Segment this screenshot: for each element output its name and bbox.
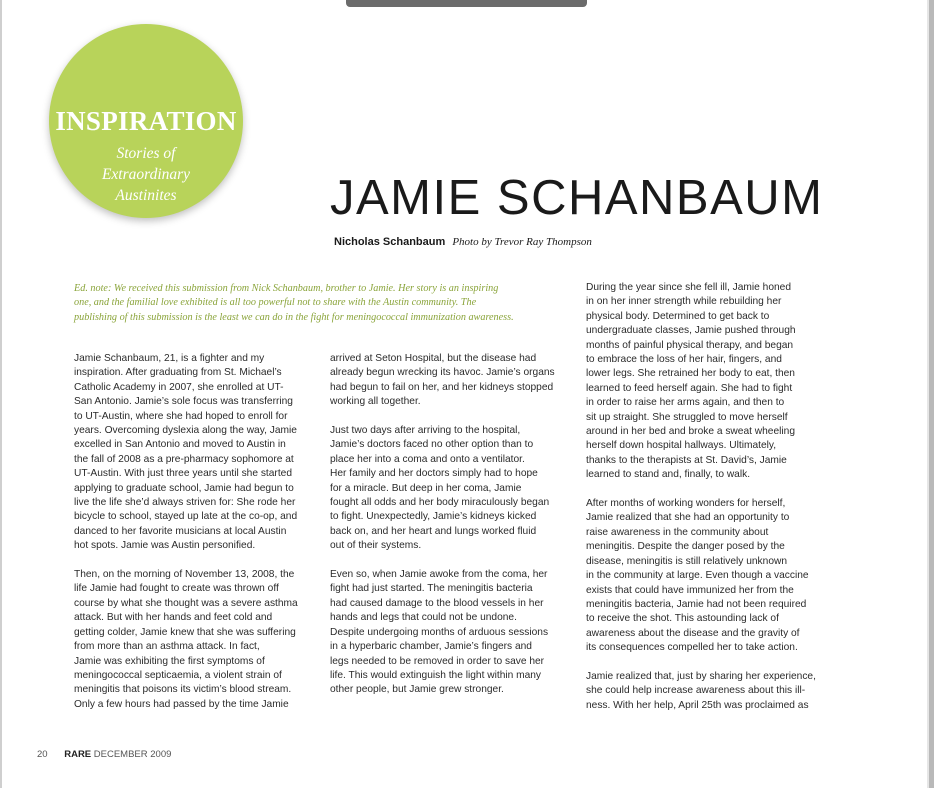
- text-line: After months of working wonders for herself,: [586, 498, 786, 510]
- text-line: danced to her favorite musicians at local Austin: [74, 525, 287, 537]
- text-line: months of painful physical therapy, and began: [586, 339, 794, 351]
- section-title: INSPIRATION: [55, 106, 237, 136]
- text-line: to fight. Unexpectedly, Jamie’s kidneys kicked: [330, 511, 537, 523]
- article-paragraph: [74, 568, 319, 712]
- text-line: getting colder, Jamie knew that she was suffering: [74, 626, 296, 638]
- text-line: place her into a coma and onto a ventilator.: [330, 453, 525, 465]
- text-line: had begun to fail on her, and her kidneys stopped: [330, 381, 554, 393]
- text-line: out of their systems.: [330, 540, 422, 552]
- text-line: meningitis that poisons its victim’s blood stream.: [74, 684, 292, 696]
- text-line: back on, and her heart and lungs worked fluid: [330, 525, 537, 537]
- text-line: in the community at large. Even though a vaccine: [586, 570, 809, 582]
- byline-author: Nicholas Schanbaum: [334, 236, 446, 248]
- text-line: Only a few hours had passed by the time Jamie: [74, 698, 289, 710]
- article-paragraph: [586, 281, 831, 483]
- text-line: years. Overcoming dyslexia along the way, Jamie: [74, 425, 297, 437]
- article-column-1: [74, 352, 319, 712]
- text-line: in a hyperbaric chamber, Jamie’s fingers and: [330, 641, 532, 653]
- text-line: disease, meningitis is still relatively unknown: [586, 555, 788, 567]
- editor-note-line: publishing of this submission is the least we can do in the fight for meningococcal immunization awareness.: [74, 311, 514, 323]
- text-line: around in her bed and broke a sweat wheeling: [586, 426, 795, 438]
- text-line: for a miracle. But deep in her coma, Jamie: [330, 482, 522, 494]
- paragraph-gap: [586, 656, 831, 670]
- article-headline: JAMIE SCHANBAUM: [330, 171, 824, 225]
- editor-note: [74, 282, 566, 325]
- text-line: San Antonio. Jamie’s sole focus was transferring: [74, 396, 293, 408]
- text-line: Then, on the morning of November 13, 2008, the: [74, 569, 295, 581]
- paragraph-gap: [74, 554, 319, 568]
- article-paragraph: [74, 352, 319, 554]
- text-line: thanks to the therapists at St. David’s, Jamie: [586, 454, 787, 466]
- text-line: already begun wrecking its havoc. Jamie’s organs: [330, 367, 555, 379]
- text-line: the fall of 2008 as a pre-pharmacy sophomore at: [74, 453, 294, 465]
- text-line: physical body. Determined to get back to: [586, 310, 770, 322]
- text-line: lower legs. She retrained her body to eat, then: [586, 368, 795, 380]
- text-line: to receive the shot. This astounding lack of: [586, 613, 779, 625]
- text-line: learned to stand and, finally, to walk.: [586, 469, 751, 481]
- text-line: course by what she thought was a severe asthma: [74, 597, 298, 609]
- text-line: in order to raise her arms again, and then to: [586, 397, 785, 409]
- scrollbar-track[interactable]: [929, 0, 934, 788]
- article-paragraph: [586, 497, 831, 655]
- text-line: live the life she’d always striven for: She rode her: [74, 497, 296, 509]
- text-line: attack. But with her hands and feet cold and: [74, 612, 273, 624]
- photo-credit: Photo by Trevor Ray Thompson: [452, 236, 592, 248]
- text-line: learned to feed herself again. She had to fight: [586, 382, 793, 394]
- article-paragraph: [330, 352, 575, 410]
- text-line: to UT-Austin, where she had hoped to enroll for: [74, 410, 288, 422]
- text-line: During the year since she fell ill, Jamie honed: [586, 282, 791, 293]
- page-number: 20: [37, 749, 48, 760]
- article-column-2: [330, 352, 575, 698]
- text-line: sit up straight. She struggled to move herself: [586, 411, 788, 423]
- text-line: life Jamie had fought to create was thrown off: [74, 583, 279, 595]
- text-line: hot spots. Jamie was Austin personified.: [74, 540, 256, 552]
- text-line: Despite undergoing months of arduous sessions: [330, 626, 549, 638]
- editor-note-line: Ed. note: We received this submission from Nick Schanbaum, brother to Jamie. Her story is an inspiring: [74, 283, 499, 294]
- text-line: Jamie’s doctors faced no other option than to: [330, 439, 534, 451]
- issue-date: DECEMBER 2009: [93, 749, 172, 760]
- viewer-top-tab[interactable]: [346, 0, 587, 7]
- text-line: life. This would extinguish the light within many: [330, 669, 542, 681]
- editor-note-line: one, and the familial love exhibited is all too powerful not to share with the Austin community. The: [74, 297, 477, 309]
- paragraph-gap: [330, 410, 575, 424]
- text-line: fought all odds and her body miraculously began: [330, 497, 550, 509]
- article-paragraph: [330, 424, 575, 554]
- tagline-line: Extraordinary: [101, 166, 191, 183]
- text-line: meningococcal septicaemia, a violent strain of: [74, 669, 282, 681]
- tagline-line: Stories of: [116, 145, 176, 162]
- text-line: herself down hospital hallways. Ultimately,: [586, 440, 777, 452]
- text-line: legs needed to be removed in order to save her: [330, 655, 545, 667]
- text-line: meningitis bacteria, Jamie had not been required: [586, 598, 807, 610]
- text-line: Her family and her doctors simply had to hope: [330, 468, 538, 480]
- text-line: fight had just started. The meningitis bacteria: [330, 583, 533, 595]
- article-column-3: [586, 281, 831, 713]
- text-line: excelled in San Antonio and moved to Austin in: [74, 439, 286, 451]
- text-line: exists that could have immunized her from the: [586, 584, 794, 596]
- text-line: Jamie realized that she had an opportunity to: [586, 512, 790, 524]
- section-tagline: [49, 143, 243, 206]
- text-line: Even so, when Jamie awoke from the coma, her: [330, 569, 548, 581]
- text-line: raise awareness in the community about: [586, 526, 769, 538]
- text-line: applying to graduate school, Jamie had begun to: [74, 482, 294, 494]
- text-line: had caused damage to the blood vessels in her: [330, 597, 544, 609]
- text-line: undergraduate classes, Jamie pushed through: [586, 325, 796, 337]
- text-line: from more than an asthma attack. In fact,: [74, 641, 260, 653]
- text-line: Just two days after arriving to the hospital,: [330, 425, 521, 437]
- text-line: awareness about the disease and the gravity of: [586, 627, 800, 639]
- magazine-name: RARE: [64, 749, 92, 760]
- article-paragraph: [586, 670, 831, 713]
- text-line: bicycle to school, stayed up late at the co-op, and: [74, 511, 298, 523]
- text-line: hands and legs that could not be undone.: [330, 612, 517, 624]
- page-edge-left: [0, 0, 2, 788]
- paragraph-gap: [330, 554, 575, 568]
- text-line: other people, but Jamie grew stronger.: [330, 684, 504, 696]
- byline: [334, 236, 592, 248]
- text-line: working all together.: [330, 396, 421, 408]
- page-footer: [37, 749, 171, 760]
- text-line: she could help increase awareness about this ill-: [586, 685, 806, 697]
- text-line: in on her inner strength while rebuilding her: [586, 296, 782, 308]
- text-line: Catholic Academy in 2007, she enrolled at UT-: [74, 381, 284, 393]
- tagline-line: Austinites: [115, 187, 177, 204]
- article-paragraph: [330, 568, 575, 698]
- text-line: meningitis. Despite the danger posed by the: [586, 541, 785, 553]
- text-line: arrived at Seton Hospital, but the disease had: [330, 353, 537, 364]
- text-line: Jamie was exhibiting the first symptoms of: [74, 655, 265, 667]
- text-line: to embrace the loss of her hair, fingers, and: [586, 354, 782, 366]
- paragraph-gap: [586, 483, 831, 497]
- text-line: Jamie Schanbaum, 21, is a fighter and my: [74, 353, 265, 364]
- text-line: UT-Austin. With just three years until she started: [74, 468, 292, 480]
- text-line: its consequences compelled her to take action.: [586, 642, 798, 654]
- text-line: inspiration. After graduating from St. Michael’s: [74, 367, 282, 379]
- text-line: ness. With her help, April 25th was proclaimed as: [586, 699, 809, 711]
- text-line: Jamie realized that, just by sharing her experience,: [586, 670, 816, 682]
